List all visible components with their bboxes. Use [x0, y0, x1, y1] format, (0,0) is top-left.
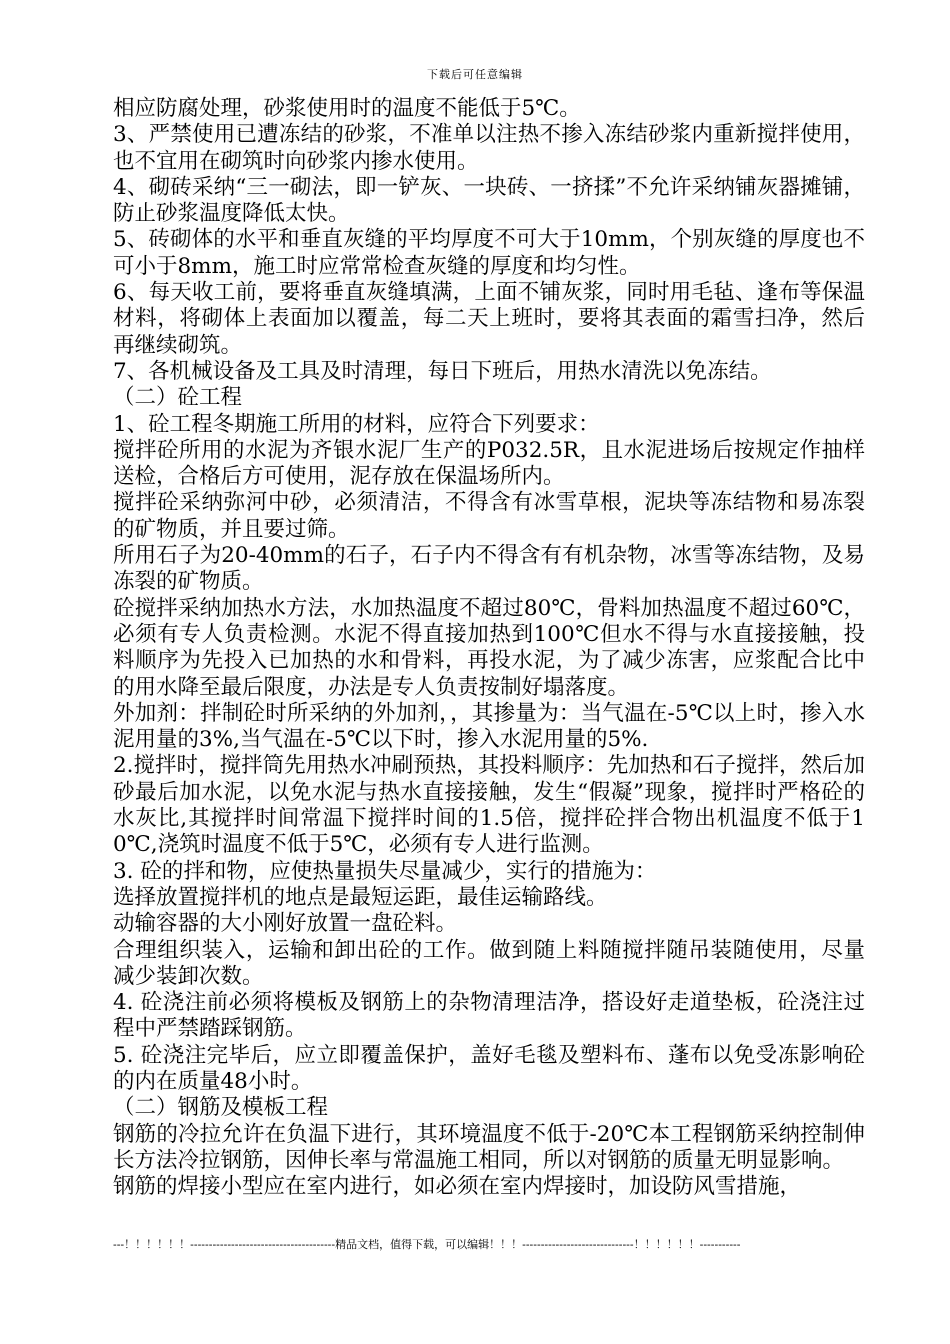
- paragraph: 相应防腐处理，砂浆使用时的温度不能低于5℃。: [113, 96, 581, 121]
- paragraph: 搅拌砼采纳弥河中砂，必须清洁，不得含有冰雪草根，泥块等冻结物和易冻裂的矿物质，并且要过筛。: [113, 490, 865, 542]
- page-header: 下载后可任意编辑: [427, 68, 523, 81]
- paragraph: 3. 砼的拌和物，应使热量损失尽量减少，实行的措施为：: [113, 858, 657, 884]
- paragraph: 合理组织装入，运输和卸出砼的工作。做到随上料随搅拌随吊装随使用，尽量减少装卸次数。: [113, 937, 865, 989]
- paragraph: 2.搅拌时，搅拌筒先用热水冲刷预热，其投料顺序：先加热和石子搅拌，然后加砂最后加水泥，以免水泥与热水直接接触，发生“假凝”现象，搅拌时严格砼的水灰比,其搅拌时间常温下搅拌时间的1.5倍，搅拌砼拌合物出机温度不低于10℃,浇筑时温度不低于5℃，必须有专人进行监测。: [113, 753, 865, 858]
- paragraph: 1、砼工程冬期施工所用的材料，应符合下列要求：: [113, 411, 600, 437]
- section-heading: （二）砼工程: [113, 385, 243, 411]
- paragraph: 钢筋的冷拉允许在负温下进行，其环境温度不低于-20℃本工程钢筋采纳控制伸长方法冷拉钢筋，因伸长率与常温施工相同，所以对钢筋的质量无明显影响。: [113, 1121, 865, 1173]
- paragraph: 钢筋的焊接小型应在室内进行，如必须在室内焊接时，加设防风雪措施，: [113, 1174, 802, 1200]
- document-body: [113, 96, 865, 1200]
- paragraph: 6、每天收工前，要将垂直灰缝填满，上面不铺灰浆，同时用毛毡、逢布等保温材料，将砌体上表面加以覆盖，每二天上班时，要将其表面的霜雪扫净，然后再继续砌筑。: [113, 280, 865, 358]
- paragraph: 外加剂：拌制砼时所采纳的外加剂，，其掺量为：当气温在-5℃以上时，掺入水泥用量的3%,当气温在-5℃以下时，掺入水泥用量的5%.: [113, 700, 865, 753]
- paragraph: 7、各机械设备及工具及时清理，每日下班后，用热水清洗以免冻结。: [113, 358, 772, 384]
- page-footer: ---！！！！！！---------------------------------------精品文档，值得下载，可以编辑！！！------------------------------！！！！！！-----------: [113, 1238, 741, 1251]
- paragraph: 砼搅拌采纳加热水方法，水加热温度不超过80℃，骨料加热温度不超过60℃，必须有专人负责检测。水泥不得直接加热到100℃但水不得与水直接接触，投料顺序为先投入已加热的水和骨料，再投水泥，为了减少冻害，应浆配合比中的用水降至最后限度，办法是专人负责按制好塌落度。: [113, 595, 865, 700]
- paragraph: 选择放置搅拌机的地点是最短运距，最佳运输路线。: [113, 884, 608, 910]
- section-heading: （二）钢筋及模板工程: [113, 1095, 329, 1121]
- paragraph: 3、严禁使用已遭冻结的砂浆，不准单以注热不掺入冻结砂浆内重新搅拌使用，也不宜用在砌筑时向砂浆内掺水使用。: [113, 122, 865, 174]
- paragraph: 5. 砼浇注完毕后，应立即覆盖保护，盖好毛毯及塑料布、蓬布以免受冻影响砼的内在质量48小时。: [113, 1042, 865, 1094]
- paragraph: 4. 砼浇注前必须将模板及钢筋上的杂物清理洁净，搭设好走道垫板，砼浇注过程中严禁踏踩钢筋。: [113, 990, 865, 1042]
- paragraph: 所用石子为20-40mm的石子，石子内不得含有有机杂物，冰雪等冻结物，及易冻裂的矿物质。: [113, 543, 865, 595]
- paragraph: 搅拌砼所用的水泥为齐银水泥厂生产的P032.5R，且水泥进场后按规定作抽样送检，合格后方可使用，泥存放在保温场所内。: [113, 437, 865, 490]
- paragraph: 4、砌砖采纳“三一砌法，即一铲灰、一块砖、一挤揉”不允许采纳铺灰器摊铺，防止砂浆温度降低太快。: [113, 174, 865, 227]
- paragraph: 5、砖砌体的水平和垂直灰缝的平均厚度不可大于10mm，个别灰缝的厚度也不可小于8mm，施工时应常常检查灰缝的厚度和均匀性。: [113, 227, 865, 279]
- paragraph: 动输容器的大小刚好放置一盘砼料。: [113, 911, 458, 937]
